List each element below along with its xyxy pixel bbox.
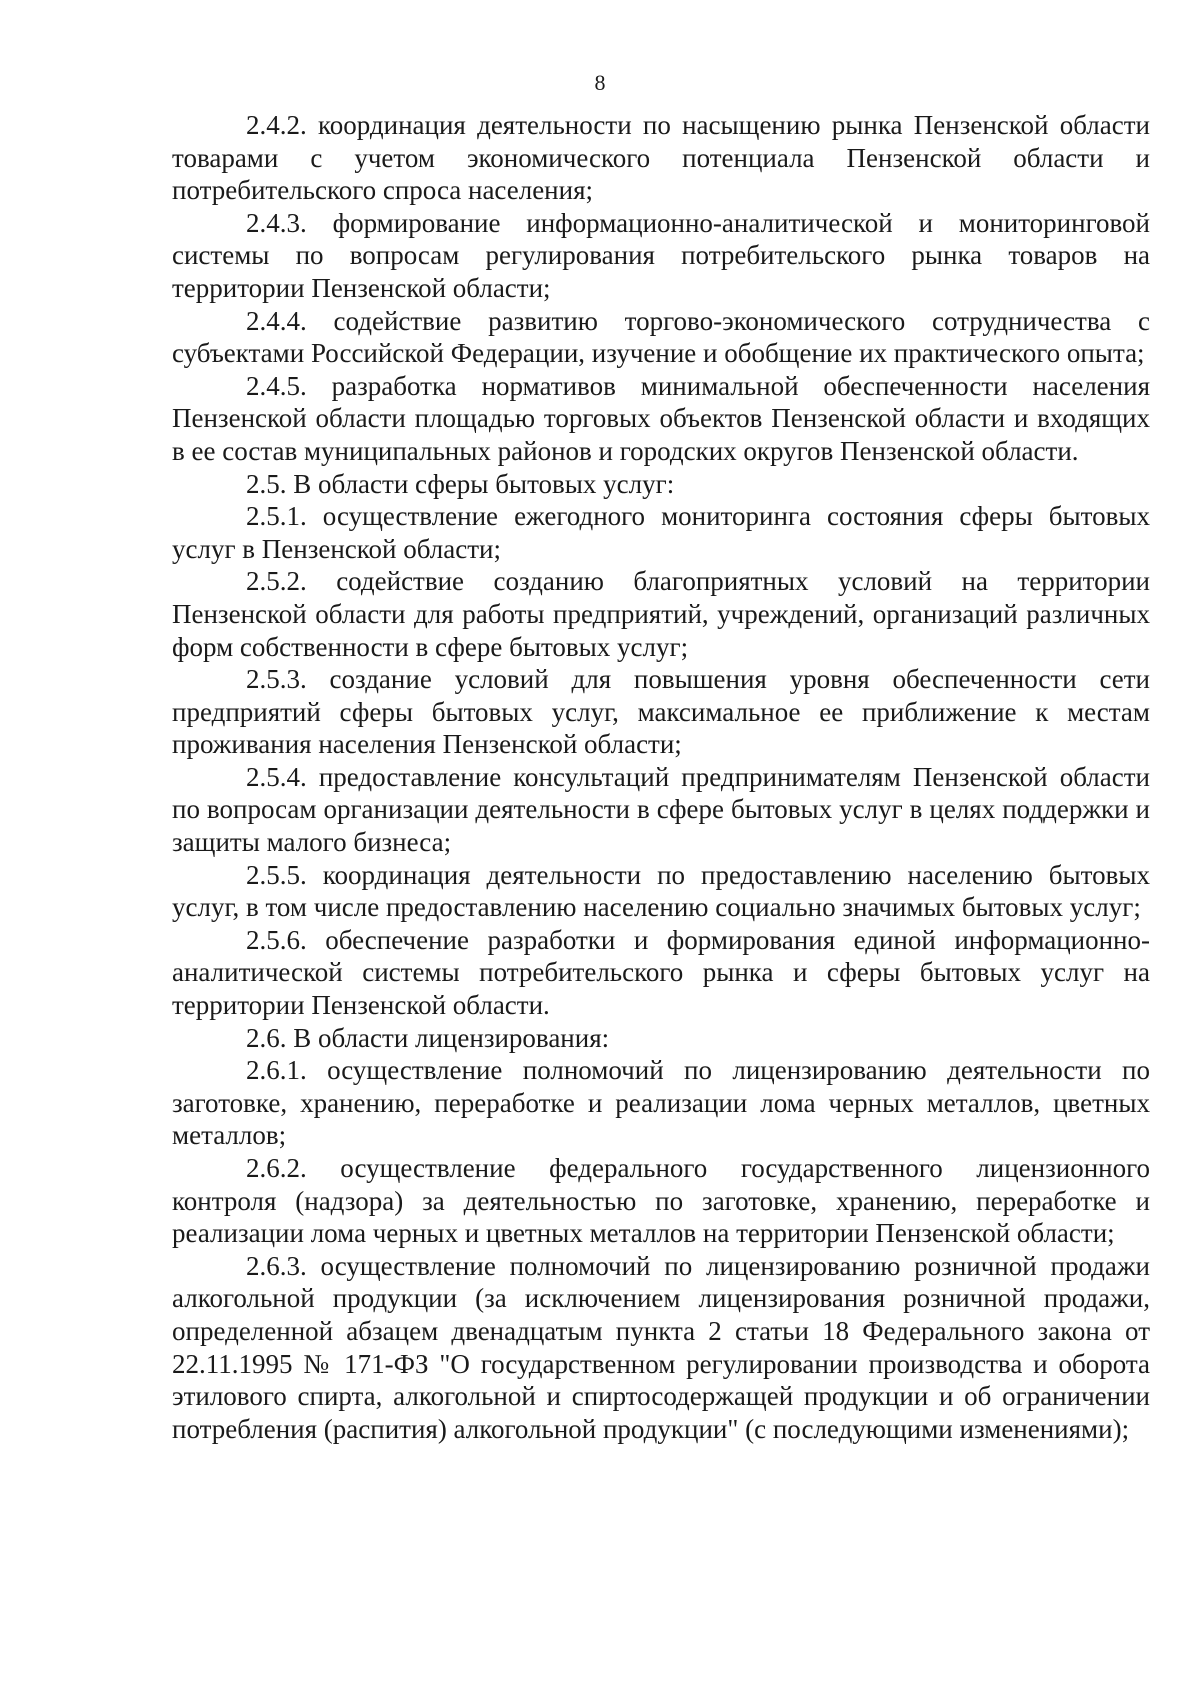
paragraph-2-6-3: 2.6.3. осуществление полномочий по лицензированию розничной продажи алкогольной продукции (за исключением лицензирования розничной продажи, определенной абзацем двенадцатым пункта 2 статьи 18 Федерального закона от 22.11.1995 № 171-ФЗ "О государственном регулировании производства и оборота этилового спирта, алкогольной и спиртосодержащей продукции и об ограничении потребления (распития) алкогольной продукции" (с последующими изменениями);: [172, 1250, 1150, 1444]
paragraph-2-4-5: 2.4.5. разработка нормативов минимальной обеспеченности населения Пензенской области площадью торговых объектов Пензенской области и входящих в ее состав муниципальных районов и городских округов Пензенской области.: [172, 370, 1150, 466]
paragraph-2-5-5: 2.5.5. координация деятельности по предоставлению населению бытовых услуг, в том числе предоставлению населению социально значимых бытовых услуг;: [172, 859, 1150, 923]
paragraph-2-4-2: 2.4.2. координация деятельности по насыщению рынка Пензенской области товарами с учетом экономического потенциала Пензенской области и потребительского спроса населения;: [172, 110, 1150, 206]
paragraph-2-5-1: 2.5.1. осуществление ежегодного мониторинга состояния сферы бытовых услуг в Пензенской области;: [172, 501, 1150, 564]
paragraph-2-6-2: 2.6.2. осуществление федерального государственного лицензионного контроля (надзора) за деятельностью по заготовке, хранению, переработке и реализации лома черных и цветных металлов на территории Пензенской области;: [172, 1153, 1150, 1249]
paragraph-2-4-3: 2.4.3. формирование информационно-аналитической и мониторинговой системы по вопросам регулирования потребительского рынка товаров на территории Пензенской области;: [172, 207, 1150, 303]
paragraph-2-5-3: 2.5.3. создание условий для повышения уровня обеспеченности сети предприятий сферы бытовых услуг, максимальное ее приближение к местам проживания населения Пензенской области;: [172, 664, 1150, 760]
document-body: [172, 109, 1150, 1445]
paragraph-2-5-2: 2.5.2. содействие созданию благоприятных условий на территории Пензенской области для работы предприятий, учреждений, организаций различных форм собственности в сфере бытовых услуг;: [172, 566, 1150, 662]
paragraph-2-5-6: 2.5.6. обеспечение разработки и формирования единой информационно-аналитической системы потребительского рынка и сферы бытовых услуг на территории Пензенской области.: [172, 924, 1150, 1021]
page-number: 8: [594, 70, 606, 95]
paragraph-2-6: 2.6. В области лицензирования:: [246, 1022, 610, 1053]
paragraph-2-6-1: 2.6.1. осуществление полномочий по лицензированию деятельности по заготовке, хранению, переработке и реализации лома черных металлов, цветных металлов;: [172, 1055, 1150, 1151]
paragraph-2-5: 2.5. В области сферы бытовых услуг:: [246, 468, 675, 499]
paragraph-2-5-4: 2.5.4. предоставление консультаций предпринимателям Пензенской области по вопросам организации деятельности в сфере бытовых услуг в целях поддержки и защиты малого бизнеса;: [172, 761, 1150, 858]
paragraph-2-4-4: 2.4.4. содействие развитию торгово-экономического сотрудничества с субъектами Российской Федерации, изучение и обобщение их практического опыта;: [172, 305, 1150, 369]
